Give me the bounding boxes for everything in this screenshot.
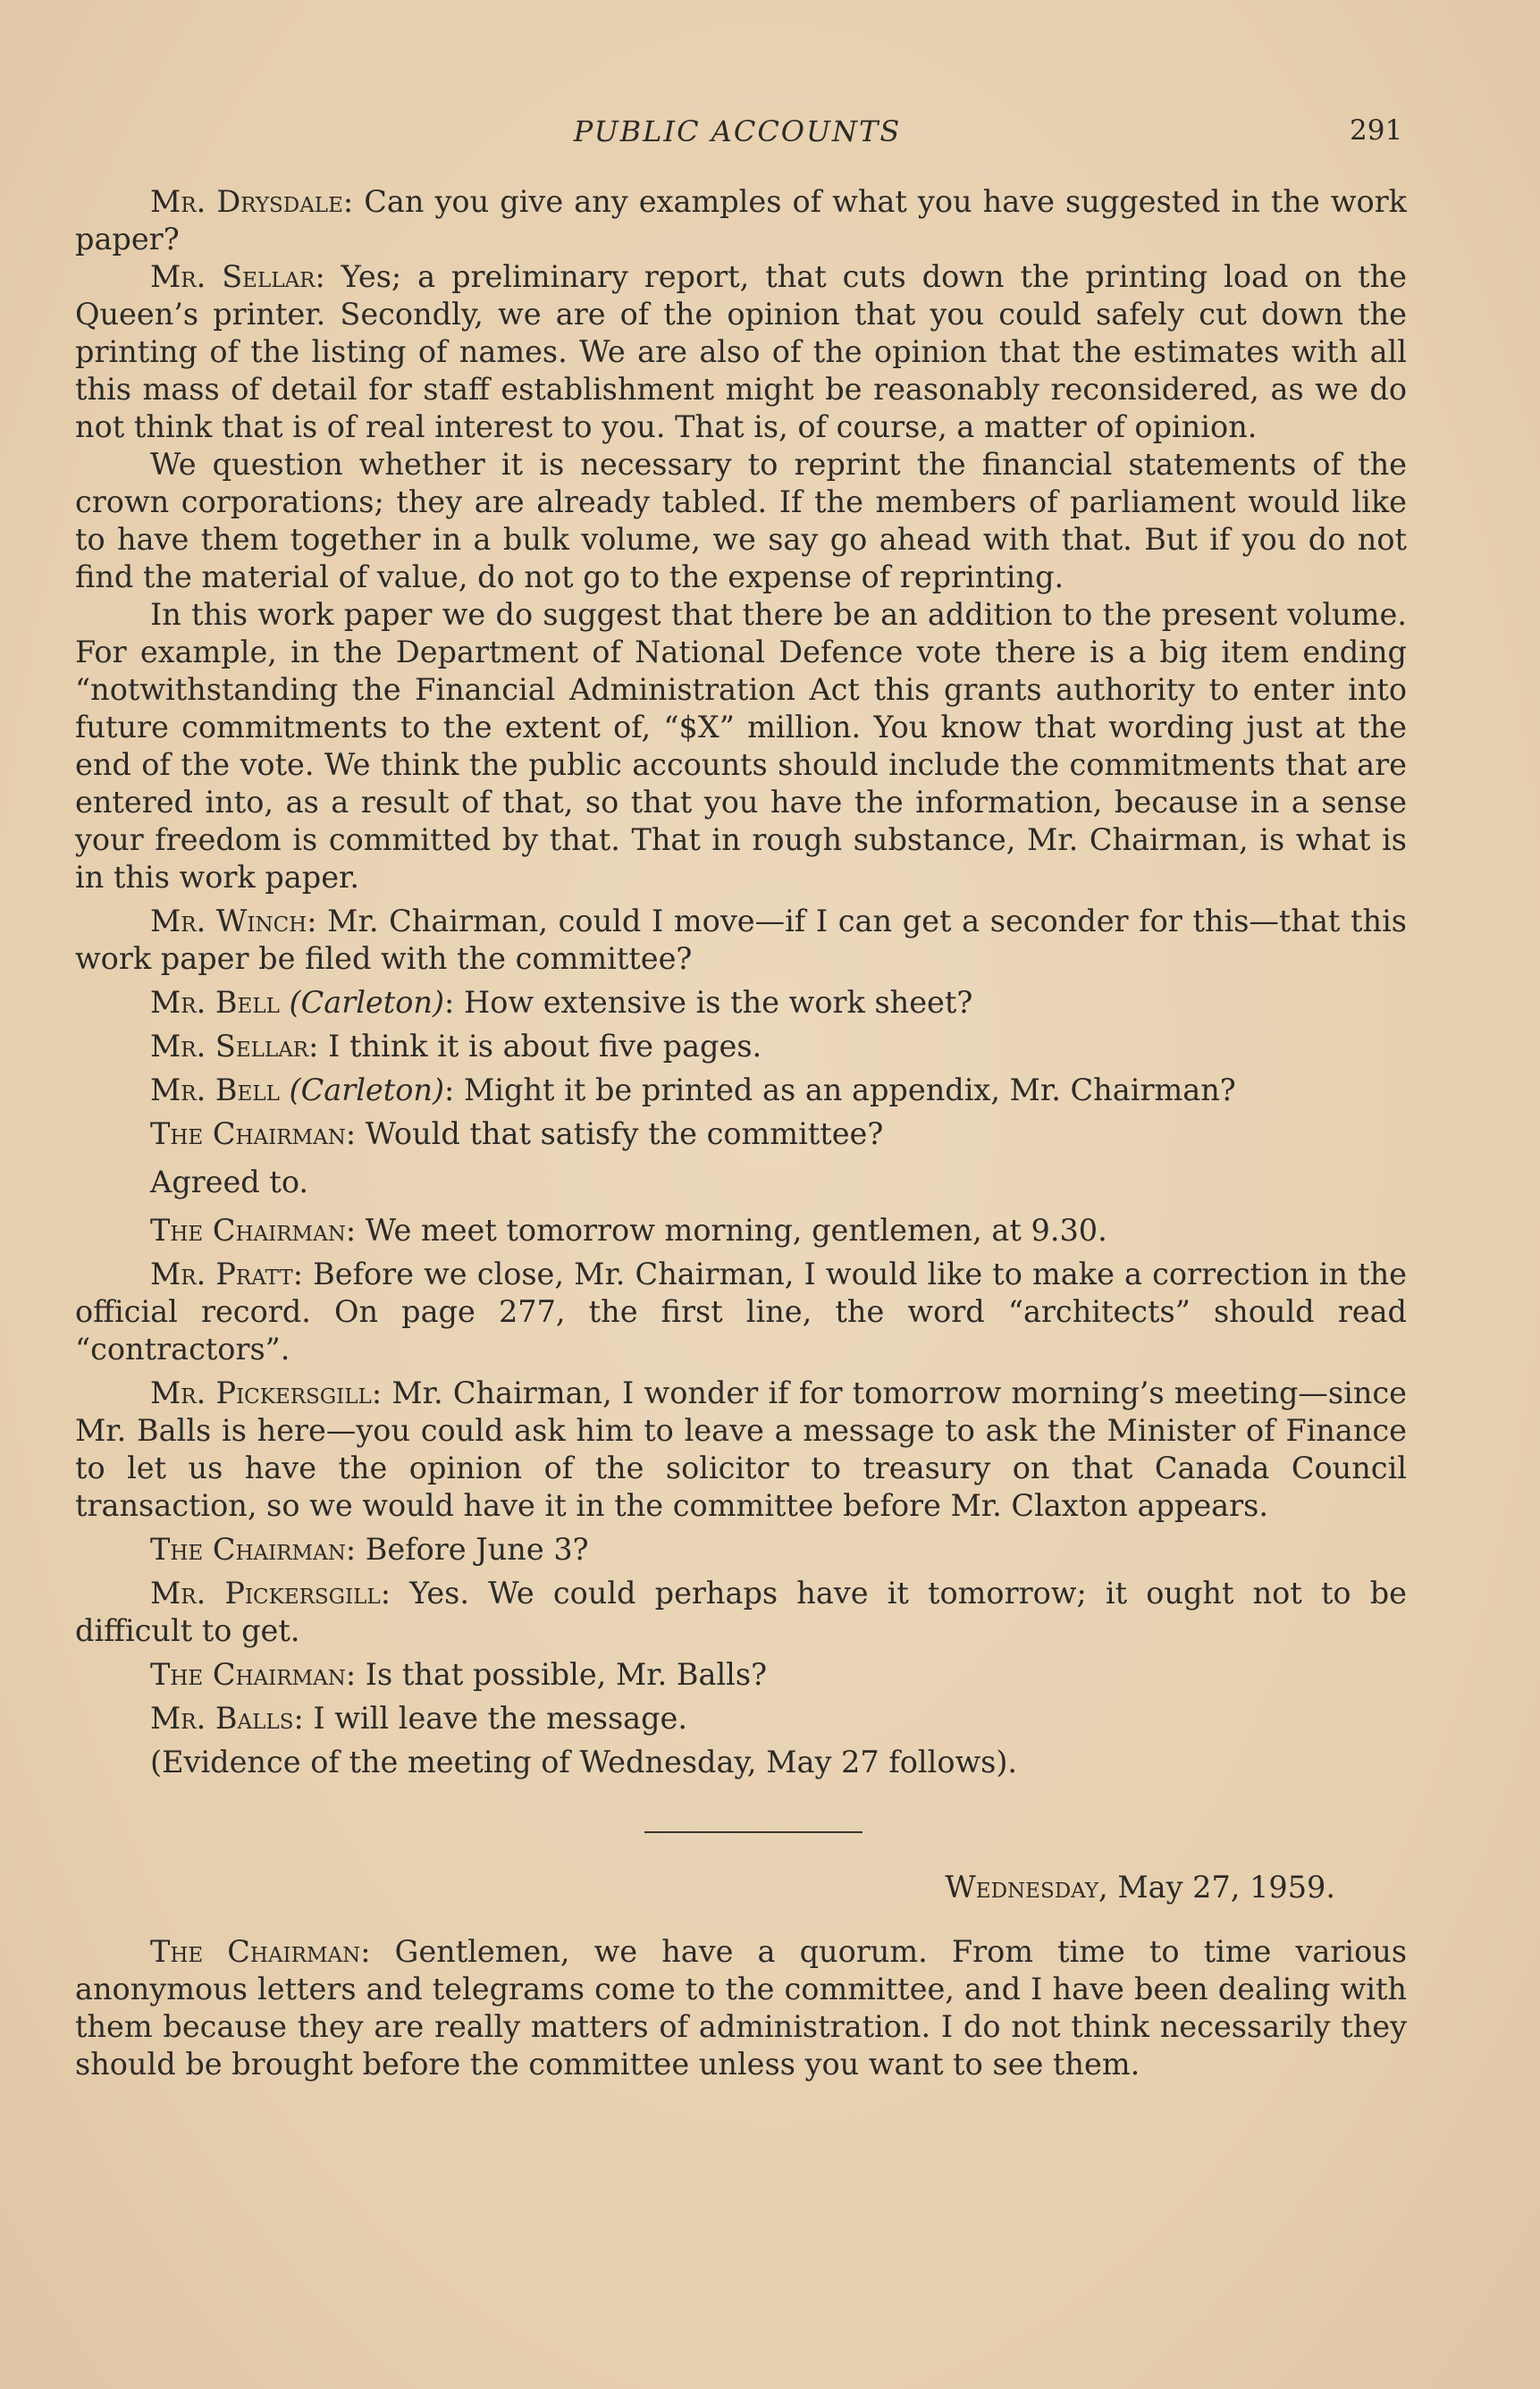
paragraph-text: We question whether it is necessary to reprint the financial statements of the crown corporations; they are already tabled. If the members of parliament would like to have them together in a bulk volume, we say go ahead with that. But if you do not find the material of value, do not go to the expense of reprinting. <box>75 447 1407 594</box>
speaker-name: The Chairman <box>150 1116 346 1151</box>
speaker-name: Mr. Sellar <box>150 259 316 294</box>
paragraph-text: (Evidence of the meeting of Wednesday, May 27 follows). <box>150 1745 1018 1779</box>
paragraph-text: : Yes; a preliminary report, that cuts down the printing load on the Queen’s printer. Secondly, we are of the opinion that you could safely cut down the printing of the listing of names. We are also of the opinion that the estimates with all this mass of detail for staff establishment might be reasonably reconsidered, as we do not think that is of real interest to you. That is, of course, a matter of opinion. <box>75 259 1407 444</box>
paragraph-text: : Is that possible, Mr. Balls? <box>345 1657 768 1692</box>
paragraph-chairman-closing <box>75 1933 1407 2083</box>
speaker-name: The Chairman <box>150 1934 361 1969</box>
paragraph-pickersgill-1 <box>75 1375 1407 1525</box>
paragraph-bell-1 <box>75 984 1407 1022</box>
paragraph-sellar-3 <box>75 596 1407 896</box>
speaker-name: Mr. Pickersgill <box>150 1375 372 1410</box>
paragraph-drysdale <box>75 183 1407 258</box>
speaker-name: Mr. Bell <box>150 1073 280 1107</box>
running-head: PUBLIC ACCOUNTS <box>573 114 902 148</box>
transcript-body <box>75 183 1407 2083</box>
paragraph-sellar-1 <box>75 258 1407 446</box>
speaker-name: Mr. Balls <box>150 1701 294 1736</box>
paragraph-text: : Might it be printed as an appendix, Mr. Chairman? <box>444 1073 1236 1107</box>
paragraph-text: : Would that satisfy the committee? <box>345 1116 884 1151</box>
paragraph-bell-2 <box>75 1072 1407 1109</box>
paragraph-agreed <box>75 1164 1407 1201</box>
speaker-name: The Chairman <box>150 1657 346 1692</box>
section-divider <box>75 1781 1407 1863</box>
paragraph-pickersgill-2 <box>75 1575 1407 1650</box>
paragraph-winch <box>75 903 1407 978</box>
paragraph-evidence-note <box>75 1744 1407 1781</box>
speaker-name: Mr. Pratt <box>150 1257 293 1291</box>
paragraph-text: : Yes. We could perhaps have it tomorrow; it ought not to be difficult to get. <box>75 1576 1407 1648</box>
paragraph-text: : Mr. Chairman, could I move—if I can get a seconder for this—that this work paper be filed with the committee? <box>75 904 1407 976</box>
page-number: 291 <box>1350 114 1403 147</box>
speaker-name: Mr. Pickersgill <box>150 1576 381 1611</box>
paragraph-text: : Before June 3? <box>345 1532 589 1567</box>
paragraph-text: : Mr. Chairman, I wonder if for tomorrow morning’s meeting—since Mr. Balls is here—you could ask him to leave a message to ask the Minister of Finance to let us have the opinion of the solicitor to treasury on that Canada Council transaction, so we would have it in the committee before Mr. Claxton appears. <box>75 1375 1407 1523</box>
paragraph-text: Agreed to. <box>150 1165 309 1199</box>
dateline-date: , May 27, 1959. <box>1098 1870 1335 1905</box>
speaker-name: The Chairman <box>150 1213 346 1248</box>
paragraph-sellar-2 <box>75 446 1407 596</box>
constituency: (Carleton) <box>289 985 445 1020</box>
paragraph-text: : Before we close, Mr. Chairman, I would like to make a correction in the official record. On page 277, the first line, the word “architects” should read “contractors”. <box>75 1257 1407 1367</box>
speaker-name: Mr. Sellar <box>150 1029 309 1064</box>
speaker-name: The Chairman <box>150 1532 346 1567</box>
paragraph-text: : I will leave the message. <box>293 1701 688 1736</box>
paragraph-chairman-4 <box>75 1656 1407 1694</box>
dateline-day: Wednesday <box>945 1870 1099 1905</box>
paragraph-pratt <box>75 1256 1407 1368</box>
paragraph-sellar-4 <box>75 1028 1407 1065</box>
paragraph-text: : We meet tomorrow morning, gentlemen, at 9.30. <box>345 1213 1107 1248</box>
speaker-name: Mr. Drysdale <box>150 184 343 219</box>
paragraph-text: : Can you give any examples of what you have suggested in the work paper? <box>75 184 1407 257</box>
paragraph-text: : How extensive is the work sheet? <box>444 985 973 1020</box>
paragraph-balls <box>75 1700 1407 1737</box>
dateline <box>75 1869 1407 1906</box>
constituency: (Carleton) <box>289 1073 445 1107</box>
paragraph-text: : I think it is about five pages. <box>308 1029 762 1064</box>
horizontal-rule <box>644 1831 863 1833</box>
paragraph-text: In this work paper we do suggest that there be an addition to the present volume. For example, in the Department of National Defence vote there is a big item ending “notwithstanding the Financial Administration Act this grants authority to enter into future commitments to the extent of, “$X” million. You know that wording just at the end of the vote. We think the public accounts should include the commitments that are entered into, as a result of that, so that you have the information, because in a sense your freedom is committed by that. That in rough substance, Mr. Chairman, is what is in this work paper. <box>75 597 1407 895</box>
speaker-name: Mr. Bell <box>150 985 280 1020</box>
speaker-name: Mr. Winch <box>150 904 307 938</box>
paragraph-chairman-2 <box>75 1212 1407 1249</box>
paragraph-text: : Gentlemen, we have a quorum. From time to time various anonymous letters and telegrams come to the committee, and I have been dealing with them because they are really matters of administration. I do not think necessarily they should be brought before the committee unless you want to see them. <box>75 1934 1408 2082</box>
page-header <box>0 114 1540 159</box>
paragraph-chairman-3 <box>75 1531 1407 1569</box>
paragraph-chairman-1 <box>75 1115 1407 1153</box>
